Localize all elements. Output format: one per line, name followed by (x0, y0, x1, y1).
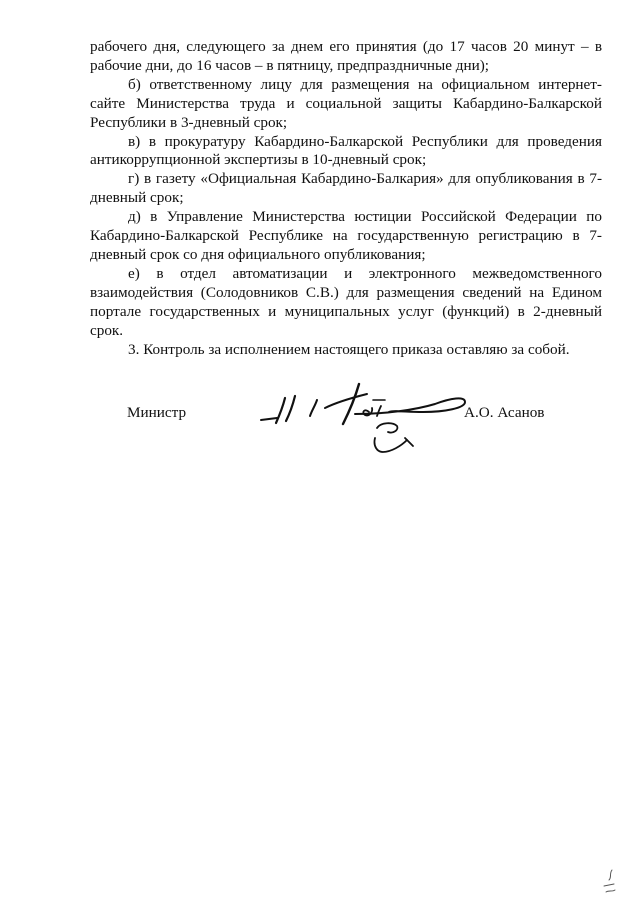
paragraph-item-v: в) в прокуратуру Кабардино-Балкарской Республики для проведения антикоррупционной экспертизы в 10-дневный срок; (90, 132, 602, 169)
paragraph-item-d: д) в Управление Министерства юстиции Российской Федерации по Кабардино-Балкарской Республике на государственную регистрацию в 7-дневный срок со дня официального опубликования; (90, 208, 602, 263)
paragraph-item-e: е) в отдел автоматизации и электронного межведомственного взаимодействия (Солодовников С.В.) для размещения сведений на Едином портале государственных и муниципальных услуг (функций) в 2-дневный срок. (90, 264, 602, 339)
signatory-name: А.О. Асанов (464, 404, 545, 421)
paragraph-item-b: б) ответственному лицу для размещения на официальном интернет-сайте Министерства труда и социальной защиты Кабардино-Балкарской Республики в 3-дневный срок; (90, 75, 602, 131)
signature-block (0, 380, 640, 470)
margin-mark (600, 868, 620, 896)
paragraph-control-clause: 3. Контроль за исполнением настоящего приказа оставляю за собой. (128, 340, 570, 358)
handwritten-signature (255, 380, 470, 460)
paragraph-item-g: г) в газету «Официальная Кабардино-Балкария» для опубликования в 7-дневный срок; (90, 170, 602, 207)
paragraph-continuation: рабочего дня, следующего за днем его принятия (до 17 часов 20 минут – в рабочие дни, до 16 часов – в пятницу, предпраздничные дни); (90, 38, 602, 74)
signatory-title: Министр (127, 404, 187, 421)
document-body (90, 38, 602, 359)
